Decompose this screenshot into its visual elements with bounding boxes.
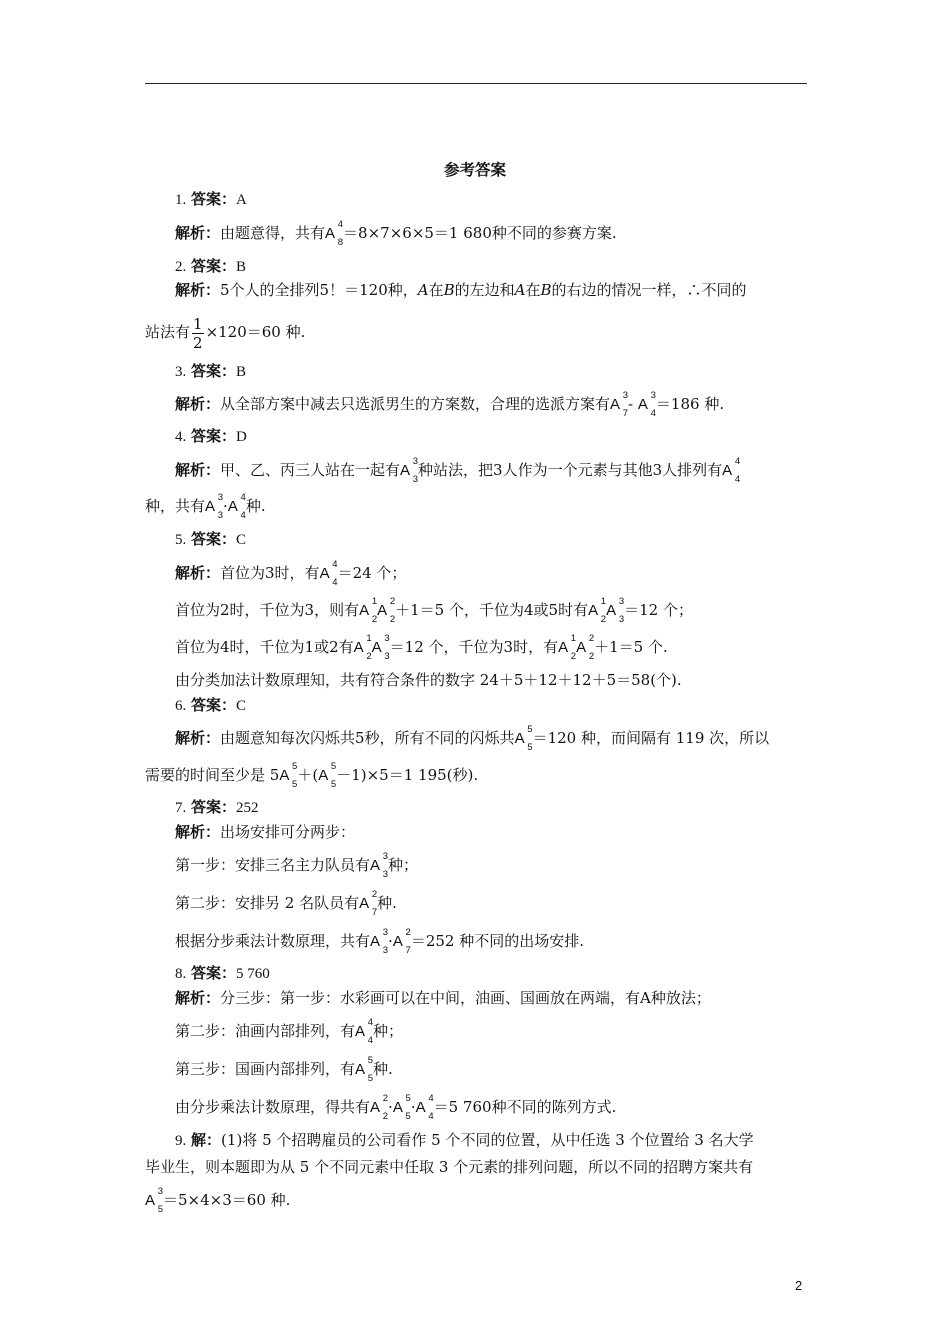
q7-step3: 根据分步乘法计数原理，共有A 3 3 ·A 2 7 ＝252 种不同的出场安排. — [175, 927, 584, 956]
q6-analysis-line: 解析：由题意知每次闪烁共5秒，所有不同的闪烁共A 5 5 ＝120 种，而间隔有 119 次，所以 — [175, 724, 770, 753]
q9-line1: 9. 解：(1)将 5 个招聘雇员的公司看作 5 个不同的位置，从中任选 3 个位置给 3 名大学 — [175, 1131, 754, 1149]
q6-answer-line: 6. 答案：C — [175, 696, 247, 714]
page-number: 2 — [795, 1278, 803, 1293]
q8-step2: 第二步：油画内部排列，有A 4 4 种； — [175, 1017, 404, 1046]
q7-step2: 第二步：安排另 2 名队员有A 2 7 种. — [175, 889, 397, 918]
q2-analysis-line: 解析：5个人的全排列5！＝120种，A在B的左边和A在B的右边的情况一样，∴不同的 — [175, 281, 747, 299]
q8-step4: 由分步乘法计数原理，得共有A 2 2 ·A 5 5 ·A 4 4 ＝5 760种不同的陈列方式. — [175, 1093, 617, 1122]
q5-analysis-line1: 解析：首位为3时，有A 4 4 ＝24 个； — [175, 559, 407, 588]
q5-analysis-line4: 由分类加法计数原理知，共有符合条件的数字 24＋5＋12＋12＋5＝58(个). — [175, 671, 682, 689]
header-rule — [145, 83, 807, 84]
q3-analysis-line: 解析：从全部方案中减去只选派男生的方案数，合理的选派方案有A 3 7 - A 3 4 ＝186 种. — [175, 390, 725, 419]
q9-line2: 毕业生，则本题即为从 5 个不同元素中任取 3 个元素的排列问题，所以不同的招聘方案共有 — [145, 1158, 754, 1176]
q9-line3: A 3 5 ＝5×4×3＝60 种. — [145, 1186, 291, 1215]
q2-analysis-cont: 站法有 $\frac{1}{2}$ ×120＝60 种. — [145, 314, 306, 352]
q7-analysis-line: 解析：出场安排可分两步： — [175, 823, 356, 841]
q3-answer-line: 3. 答案：B — [175, 362, 247, 380]
q4-analysis-line: 解析：甲、乙、丙三人站在一起有A 3 3 种站法，把3人作为一个元素与其他3人排列有A 4 4 — [175, 456, 741, 485]
q5-analysis-line2: 首位为2时，千位为3，则有A 1 2 A 2 2 ＋1＝5 个，千位为4或5时有A 1 2 A 3 3 ＝12 个； — [175, 596, 693, 625]
q8-answer-line: 8. 答案：5 760 — [175, 964, 270, 982]
q4-answer-line: 4. 答案：D — [175, 427, 247, 445]
page-title: 参考答案 — [443, 161, 506, 179]
q8-step3: 第三步：国画内部排列，有A 5 5 种. — [175, 1055, 393, 1084]
q8-analysis-line: 解析：分三步：第一步：水彩画可以在中间，油画、国画放在两端，有A种放法； — [175, 989, 711, 1007]
q7-step1: 第一步：安排三名主力队员有A 3 3 种； — [175, 851, 419, 880]
q6-analysis-cont: 需要的时间至少是 5A 5 5 ＋(A 5 5 －1)×5＝1 195(秒). — [145, 761, 479, 790]
perm-symbol: A 4 8 — [325, 219, 344, 248]
q5-analysis-line3: 首位为4时，千位为1或2有A 1 2 A 3 3 ＝12 个，千位为3时，有A 1 2 A 2 2 ＋1＝5 个. — [175, 633, 668, 662]
q5-answer-line: 5. 答案：C — [175, 530, 247, 548]
q1-answer-line: 1. 答案：A — [175, 190, 247, 208]
q4-analysis-cont: 种，共有A 3 3 ·A 4 4 种. — [145, 492, 266, 521]
q2-answer-line: 2. 答案：B — [175, 257, 247, 275]
q7-answer-line: 7. 答案：252 — [175, 798, 259, 816]
fraction-half: $\frac{1}{2}$ — [193, 314, 203, 352]
q1-analysis-line: 解析：由题意得，共有A 4 8 ＝8×7×6×5＝1 680种不同的参赛方案. — [175, 219, 617, 248]
